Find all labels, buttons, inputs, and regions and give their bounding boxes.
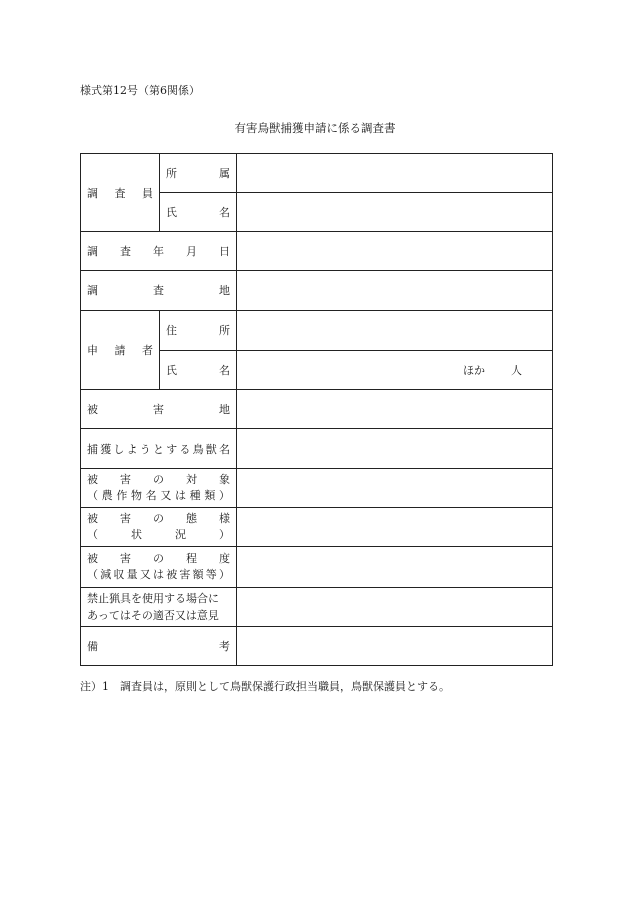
investigator-name-label: 氏名: [166, 206, 230, 220]
survey-date-field[interactable]: [237, 232, 553, 271]
investigator-name-field[interactable]: [237, 193, 553, 232]
survey-place-field[interactable]: [237, 271, 553, 310]
damage-target-label-cell: [81, 469, 237, 508]
affiliation-label-cell: [160, 154, 237, 193]
applicant-name-label: 氏名: [166, 363, 230, 377]
damage-place-field[interactable]: [237, 389, 553, 428]
damage-mode-field[interactable]: [237, 508, 553, 547]
survey-place-label: 調査地: [87, 284, 230, 298]
applicant-count-suffix: [463, 362, 522, 378]
applicant-address-label-cell: [160, 310, 237, 350]
survey-form-table: [80, 153, 553, 666]
remarks-field[interactable]: [237, 626, 553, 665]
survey-date-label: 調査年月日: [87, 245, 230, 259]
remarks-label-cell: [81, 626, 237, 665]
damage-target-field[interactable]: [237, 469, 553, 508]
remarks-label: 備考: [87, 639, 230, 653]
document-title: 有害鳥獣捕獲申請に係る調査書: [234, 121, 396, 135]
trap-use-label-cell: [81, 587, 237, 626]
persons-unit-label: 人: [511, 363, 522, 377]
target-animal-label: 捕獲しようとする鳥獣名: [87, 442, 230, 456]
footnote: 注）1 調査員は，原則として鳥獣保護行政担当職員，鳥獣保護員とする。: [80, 680, 450, 693]
affiliation-label: 所属: [166, 167, 230, 181]
target-animal-label-cell: [81, 429, 237, 469]
applicant-label: 申請者: [87, 343, 153, 357]
investigator-label: 調査員: [87, 186, 153, 200]
affiliation-field[interactable]: [237, 154, 553, 193]
others-label: ほか: [463, 363, 485, 377]
trap-use-label: 禁止猟具を使用する場合に: [87, 591, 219, 605]
damage-target-sublabel: （農作物名又は種類）: [87, 489, 230, 503]
damage-target-label: 被害の対象: [87, 473, 230, 487]
damage-degree-label-cell: [81, 547, 237, 587]
damage-degree-label: 被害の程度: [87, 552, 230, 566]
applicant-address-field[interactable]: [237, 310, 553, 350]
applicant-label-cell: [81, 310, 160, 389]
applicant-name-label-cell: [160, 350, 237, 389]
survey-date-label-cell: [81, 232, 237, 271]
form-number: 様式第12号（第6関係）: [80, 84, 200, 97]
damage-degree-sublabel: （減収量又は被害額等）: [87, 568, 230, 582]
damage-place-label: 被害地: [87, 402, 230, 416]
damage-mode-label-cell: [81, 508, 237, 547]
survey-place-label-cell: [81, 271, 237, 310]
damage-mode-sublabel: （状況）: [87, 528, 230, 542]
damage-place-label-cell: [81, 389, 237, 428]
damage-degree-field[interactable]: [237, 547, 553, 587]
target-animal-field[interactable]: [237, 429, 553, 469]
investigator-name-label-cell: [160, 193, 237, 232]
applicant-address-label: 住所: [166, 324, 230, 338]
investigator-label-cell: [81, 154, 160, 232]
damage-mode-label: 被害の態様: [87, 512, 230, 526]
trap-use-sublabel: あってはその適否又は意見: [87, 608, 219, 622]
trap-use-field[interactable]: [237, 587, 553, 626]
applicant-name-field[interactable]: [237, 350, 553, 389]
